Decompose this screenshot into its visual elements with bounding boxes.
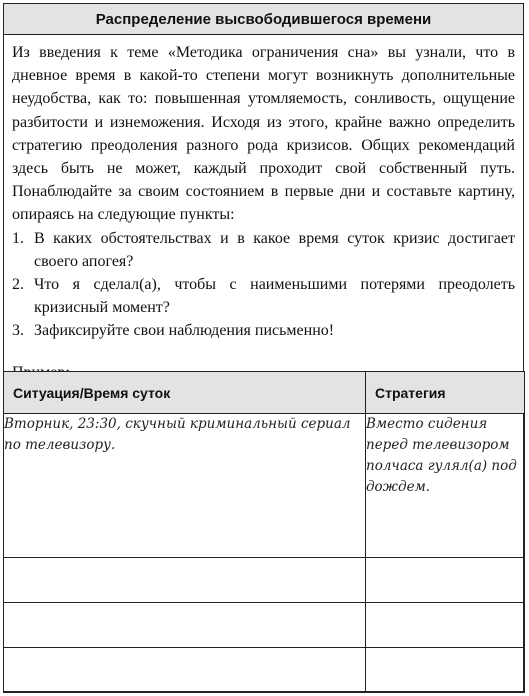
point-number: 3.: [12, 322, 24, 340]
table-header-row: [4, 372, 525, 414]
strategy-cell[interactable]: [366, 603, 525, 648]
strategy-cell[interactable]: [366, 648, 525, 693]
list-item: [12, 319, 515, 342]
table-row: [4, 558, 525, 603]
list-item: [12, 227, 515, 273]
worksheet-frame: [3, 3, 524, 692]
situation-cell[interactable]: Вторник, 23:30, скучный криминальный сериал по телевизору.: [4, 414, 366, 558]
point-number: 2.: [12, 276, 24, 294]
table-row: [4, 603, 525, 648]
intro-paragraph: Из введения к теме «Методика ограничения сна» вы узнали, что в дневное время в какой-то степени могут возникнуть дополнительные неудобства, как то: повышенная утомляемость, сонливость, ощущение разбитости и изнеможения. Исходя из этого, крайне важно определить стратегию преодоления разного рода кризисов. Общих рекомендаций здесь быть не может, каждый проходит свой собственный путь. Понаблюдайте за своим состоянием в первые дни и составьте картину, опираясь на следующие пункты:: [12, 44, 515, 224]
point-text: В каких обстоятельствах и в какое время суток кризис достигает своего апогея?: [34, 229, 515, 270]
situation-cell[interactable]: [4, 648, 366, 693]
worksheet-body: [4, 35, 523, 384]
table-row: [4, 414, 525, 558]
situation-cell[interactable]: [4, 558, 366, 603]
worksheet-title: Распределение высвободившегося времени: [4, 4, 523, 35]
observation-table: [3, 371, 525, 693]
table-row: [4, 648, 525, 693]
situation-cell[interactable]: [4, 603, 366, 648]
point-number: 1.: [12, 229, 24, 247]
points-list: [12, 227, 515, 343]
list-item: [12, 273, 515, 319]
strategy-cell[interactable]: Вместо сидения перед телевизором полчаса гулял(а) под дождем.: [366, 414, 525, 558]
column-header-situation: Ситуация/Время суток: [4, 372, 366, 414]
point-text: Зафиксируйте свои наблюдения письменно!: [34, 322, 335, 340]
strategy-cell[interactable]: [366, 558, 525, 603]
point-text: Что я сделал(а), чтобы с наименьшими потерями преодолеть кризисный момент?: [34, 276, 515, 317]
column-header-strategy: Стратегия: [366, 372, 525, 414]
